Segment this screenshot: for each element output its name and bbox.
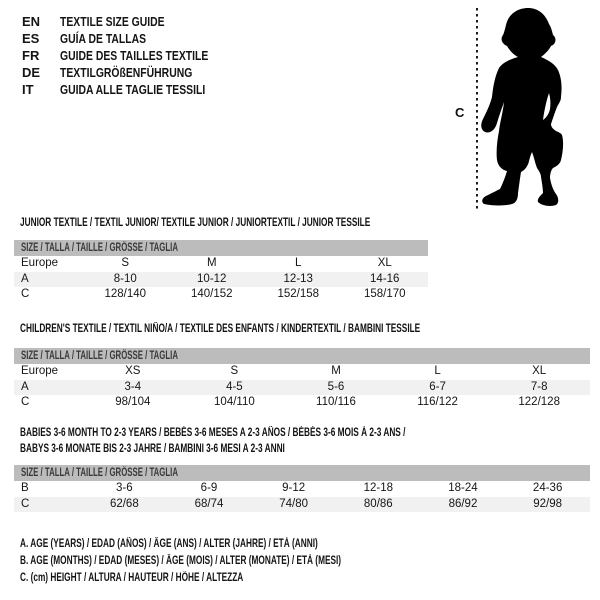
section-title-line: BABYS 3-6 MONATE BIS 2-3 JAHRE / BAMBINI 3-6 MESI A 2-3 ANNI [20, 443, 285, 455]
size-cell: 24-36 [532, 482, 563, 494]
size-cell: 122/128 [518, 396, 560, 409]
note-text: A. AGE (YEARS) / EDAD (AÑOS) / ÂGE (ANS) / ALTER (JAHRE) / ETÀ (ANNI) [20, 538, 318, 550]
babies-size-table [14, 481, 590, 512]
lang-row-it [22, 81, 245, 98]
size-cell: 10-12 [197, 272, 227, 285]
lang-code: DE [22, 65, 41, 80]
size-cell: 18-24 [448, 482, 478, 494]
size-header-label: SIZE / TALLA / TAILLE / GRÖSSE / TAGLIA [21, 350, 178, 362]
size-cell: XL [377, 257, 392, 269]
size-cell: 3-6 [116, 482, 133, 494]
table-row [14, 497, 590, 513]
size-cell: S [121, 257, 130, 269]
size-cell: 68/74 [194, 497, 224, 510]
table-row [14, 395, 590, 411]
row-label: Europe [21, 365, 59, 377]
note-a [20, 536, 466, 553]
note-text: B. AGE (MONTHS) / EDAD (MESES) / ÂGE (MOIS) / ALTER (MONATE) / ETÀ (MESI) [20, 555, 342, 568]
lang-code: IT [22, 82, 34, 97]
size-cell: 8-10 [113, 272, 137, 285]
table-row [14, 380, 590, 396]
lang-title: TEXTILE SIZE GUIDE [60, 14, 165, 29]
row-label: C [21, 396, 30, 409]
size-cell: 98/104 [115, 396, 151, 409]
size-cell: 80/86 [363, 497, 393, 510]
table-row [14, 256, 428, 272]
section-title [20, 425, 555, 457]
table-row [14, 272, 428, 288]
size-cell: 116/122 [417, 396, 458, 409]
footnotes [20, 536, 466, 588]
size-header-label: SIZE / TALLA / TAILLE / GRÖSSE / TAGLIA [21, 467, 178, 479]
lang-title: GUÍA DE TALLAS [60, 31, 147, 46]
figure-measure-label: C [455, 105, 465, 120]
lang-code: ES [22, 31, 40, 46]
size-cell: 158/170 [363, 288, 406, 301]
size-cell: 92/98 [533, 497, 563, 510]
childrens-size-table [14, 364, 590, 411]
row-label: A [21, 380, 29, 393]
size-cell: 152/158 [277, 288, 320, 301]
size-cell: M [331, 365, 341, 377]
size-header-bar [14, 240, 428, 256]
row-label: B [21, 482, 29, 494]
size-cell: 6-9 [200, 482, 218, 494]
size-cell: M [206, 257, 217, 269]
row-label: C [21, 497, 30, 510]
size-cell: XL [532, 365, 547, 377]
lang-row-es [22, 30, 245, 47]
size-cell: 12-18 [363, 482, 393, 494]
lang-row-fr [22, 47, 245, 64]
lang-row-en [22, 13, 245, 30]
size-cell: 5-6 [327, 380, 345, 393]
section-title [20, 321, 576, 337]
size-cell: 86/92 [448, 497, 478, 510]
size-cell: 140/152 [190, 288, 233, 301]
lang-code: EN [22, 14, 41, 29]
note-c [20, 570, 466, 587]
row-label: A [21, 272, 29, 285]
section-title-line: BABIES 3-6 MONTH TO 2-3 YEARS / BEBÉS 3-6 MESES A 2-3 AÑOS / BÉBÉS 3-6 MOIS À 2-3 ANS / [20, 427, 406, 439]
lang-title: TEXTILGRÖßENFÜHRUNG [60, 65, 193, 80]
lang-title: GUIDA ALLE TAGLIE TESSILI [60, 82, 206, 97]
section-title-line: JUNIOR TEXTILE / TEXTIL JUNIOR/ TEXTILE JUNIOR / JUNIORTEXTIL / JUNIOR TESSILE [20, 217, 371, 229]
size-header-bar [14, 348, 590, 364]
junior-size-table [14, 256, 428, 303]
toddler-silhouette-figure [450, 0, 600, 215]
note-b [20, 553, 466, 570]
size-cell: 74/80 [279, 497, 309, 510]
lang-title: GUIDE DES TAILLES TEXTILE [60, 48, 209, 63]
size-cell: 4-5 [226, 380, 243, 393]
lang-code: FR [22, 48, 40, 63]
size-cell: 12-13 [283, 272, 313, 285]
size-cell: L [434, 365, 441, 377]
toddler-silhouette [481, 8, 563, 206]
size-cell: 14-16 [370, 272, 400, 285]
lang-row-de [22, 64, 245, 81]
size-cell: 128/140 [104, 288, 147, 301]
note-text: C. (cm) HEIGHT / ALTURA / HAUTEUR / HÖHE / ALTEZZA [20, 572, 244, 585]
row-label: Europe [21, 257, 59, 269]
size-cell: 104/110 [214, 396, 255, 409]
table-row [14, 287, 428, 303]
size-cell: L [295, 257, 302, 269]
size-cell: 6-7 [429, 380, 446, 393]
section-title-line: CHILDREN'S TEXTILE / TEXTIL NIÑO/A / TEXTILE DES ENFANTS / KINDERTEXTIL / BAMBINI TESSILE [20, 323, 421, 335]
size-cell: S [230, 365, 239, 377]
section-title [20, 215, 506, 231]
size-cell: 9-12 [282, 482, 306, 494]
size-header-bar [14, 465, 590, 481]
size-cell: 62/68 [109, 497, 139, 510]
language-header [22, 13, 245, 98]
size-cell: 110/116 [316, 396, 356, 409]
table-row [14, 364, 590, 380]
size-cell: 3-4 [124, 380, 142, 393]
size-cell: 7-8 [530, 380, 548, 393]
size-header-label: SIZE / TALLA / TAILLE / GRÖSSE / TAGLIA [21, 242, 178, 254]
row-label: C [21, 288, 30, 301]
size-cell: XS [125, 365, 141, 377]
table-row [14, 481, 590, 497]
